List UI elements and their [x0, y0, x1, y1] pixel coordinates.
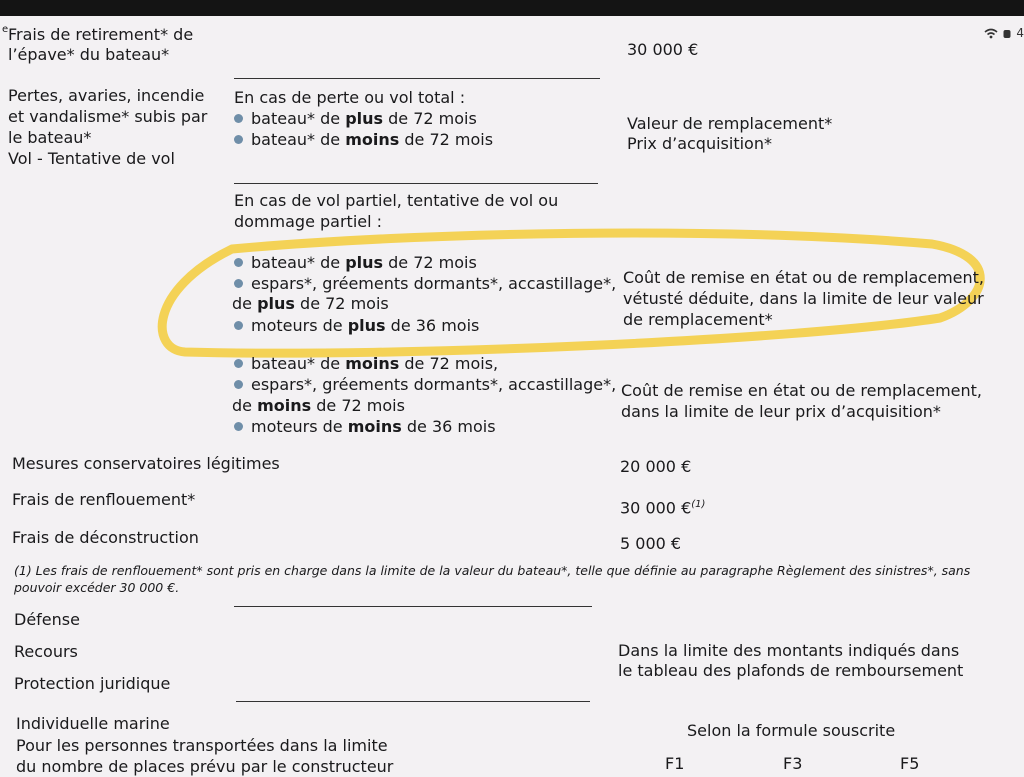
status-bar [984, 26, 1024, 40]
bullet-icon [234, 279, 243, 288]
retirement-label-line-2: l’épave* du bateau* [8, 45, 170, 64]
retirement-amount: 30 000 € [627, 40, 699, 59]
legal-item-protection: Protection juridique [14, 674, 171, 693]
legal-value-2: le tableau des plafonds de remboursement [618, 661, 964, 680]
partial-plus-item-2-cont: de plus de 72 mois [232, 294, 389, 313]
total-item-2: bateau* de moins de 72 mois [234, 130, 493, 150]
partial-heading-line-1: En cas de vol partiel, tentative de vol ou [234, 191, 559, 210]
total-item-1: bateau* de plus de 72 mois [234, 109, 477, 129]
top-bezel [0, 0, 1024, 16]
individuelle-label-line-3: du nombre de places prévu par le constructeur [16, 757, 394, 776]
pertes-label-line-4: Vol - Tentative de vol [8, 149, 175, 168]
total-value-1: Valeur de remplacement* [627, 114, 833, 133]
partial-plus-value-3: de remplacement* [623, 310, 773, 329]
alarm-icon [1002, 28, 1012, 39]
divider [236, 701, 590, 702]
partial-moins-item-2: espars*, gréements dormants*, accastillage*, [234, 375, 616, 395]
total-loss-heading: En cas de perte ou vol total : [234, 88, 466, 107]
footnote: (1) Les frais de renflouement* sont pris en charge dans la limite de la valeur du bateau*, telle que définie au paragraphe Règlement des sinistres*, sans pouvoir excéder 30 000 €. [14, 563, 971, 595]
partial-heading-line-2: dommage partiel : [234, 212, 383, 231]
partial-plus-item-3: moteurs de plus de 36 mois [234, 316, 479, 336]
individuelle-value: Selon la formule souscrite [687, 721, 896, 740]
partial-moins-value-1: Coût de remise en état ou de remplacement, [621, 381, 982, 400]
individuelle-label-line-1: Individuelle marine [16, 714, 170, 733]
divider [234, 183, 598, 184]
label-prefix: e [2, 24, 9, 35]
partial-plus-item-2: espars*, gréements dormants*, accastillage*, [234, 274, 616, 294]
bullet-icon [234, 380, 243, 389]
formula-f3: F3 [783, 754, 803, 773]
battery-text: 4 [1016, 26, 1024, 40]
partial-plus-value-1: Coût de remise en état ou de remplacement, [623, 268, 984, 287]
pertes-label-line-2: et vandalisme* subis par [8, 107, 208, 126]
pertes-label-line-3: le bateau* [8, 128, 92, 147]
partial-moins-value-2: dans la limite de leur prix d’acquisition* [621, 402, 941, 421]
divider [234, 78, 600, 79]
mesures-amount: 20 000 € [620, 457, 692, 476]
partial-plus-value-2: vétusté déduite, dans la limite de leur valeur [623, 289, 984, 308]
legal-item-defense: Défense [14, 610, 80, 629]
bullet-icon [234, 359, 243, 368]
bullet-icon [234, 114, 243, 123]
formula-f5: F5 [900, 754, 920, 773]
partial-moins-item-3: moteurs de moins de 36 mois [234, 417, 496, 437]
footnote-ref: (1) [691, 499, 706, 510]
divider [234, 606, 592, 607]
retirement-label-line-1: Frais de retirement* de [8, 25, 194, 44]
renflouement-amount: 30 000 €$^{(1)}$ [620, 498, 706, 518]
total-value-2: Prix d’acquisition* [627, 134, 772, 153]
deconstruction-amount: 5 000 € [620, 534, 682, 553]
mesures-label: Mesures conservatoires légitimes [12, 454, 280, 473]
partial-moins-item-2-cont: de moins de 72 mois [232, 396, 405, 415]
bullet-icon [234, 135, 243, 144]
deconstruction-label: Frais de déconstruction [12, 528, 199, 547]
bullet-icon [234, 321, 243, 330]
partial-moins-item-1: bateau* de moins de 72 mois, [234, 354, 498, 374]
individuelle-label-line-2: Pour les personnes transportées dans la limite [16, 736, 388, 755]
bullet-icon [234, 422, 243, 431]
pertes-label-line-1: Pertes, avaries, incendie [8, 86, 205, 105]
bullet-icon [234, 258, 243, 267]
legal-value-1: Dans la limite des montants indiqués dans [618, 641, 960, 660]
partial-plus-item-1: bateau* de plus de 72 mois [234, 253, 477, 273]
legal-item-recours: Recours [14, 642, 78, 661]
formula-f1: F1 [665, 754, 685, 773]
renflouement-label: Frais de renflouement* [12, 490, 196, 509]
wifi-icon [984, 28, 998, 39]
